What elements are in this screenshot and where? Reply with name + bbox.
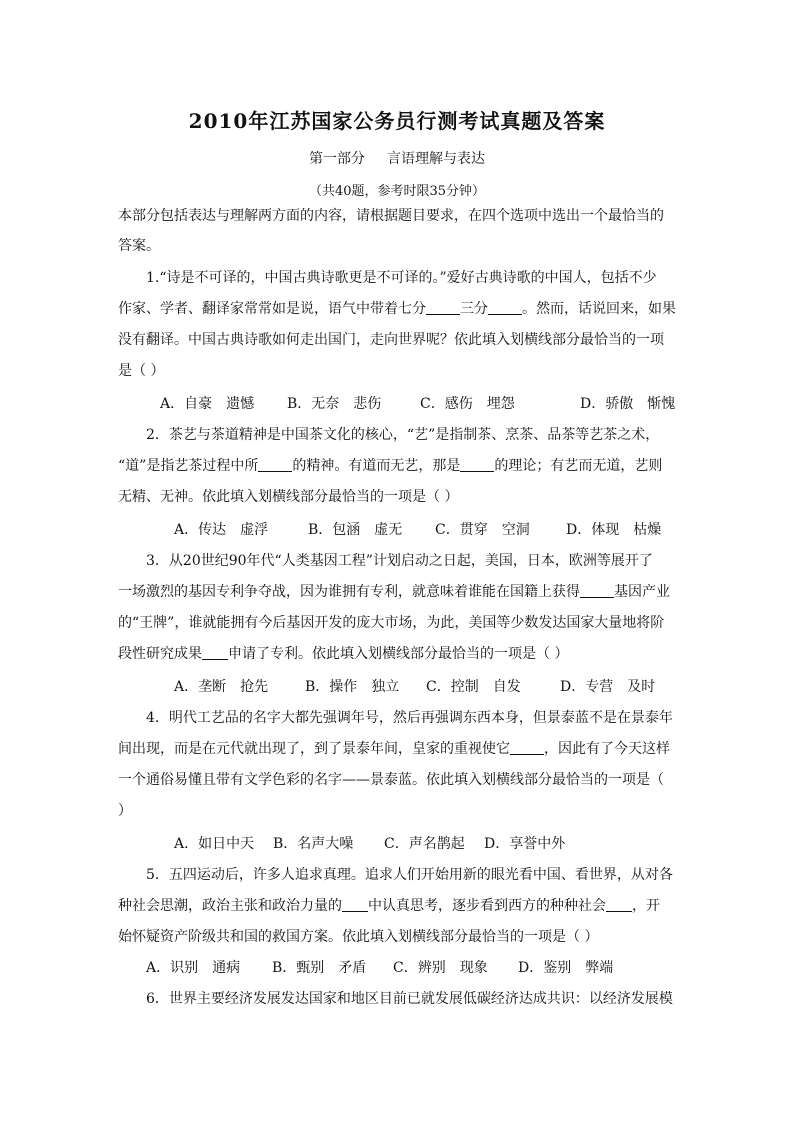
q5-text: 种社会思潮，政治主张和政治力量的 [118, 898, 342, 914]
q2-options [0, 520, 794, 542]
q3-line-4 [118, 644, 678, 666]
q4-text: 间出现，而是在元代就出现了，到了景泰年间，皇家的重视使它 [118, 741, 510, 757]
q1-option-c: C．感伤 埋怨 [420, 396, 515, 412]
q1-option-d: D．骄傲 惭愧 [580, 396, 676, 412]
q5-line-1: 5．五四运动后，许多人追求真理。追求人们开始用新的眼光看中国、看世界，从对各 [146, 867, 673, 883]
answer-blank [202, 645, 228, 660]
answer-blank [606, 897, 632, 912]
q2-text: 的理论；有艺而无道，艺则 [494, 458, 663, 474]
q3-option-b: B．操作 独立 [305, 679, 400, 695]
q1-line-2 [118, 299, 678, 321]
q3-text: 申请了专利。依此填入划横线部分最恰当的一项是（ ） [228, 646, 569, 662]
q3-text: 一场激烈的基因专利争夺战，因为谁拥有专利，就意味着谁能在国籍上获得 [118, 584, 580, 600]
q4-options [0, 834, 794, 856]
q5-option-a: A．识别 通病 [146, 960, 241, 976]
q5-option-c: C．辨别 现象 [393, 960, 488, 976]
q3-options [0, 677, 794, 699]
q3-option-a: A．垄断 抢先 [174, 679, 269, 695]
intro-line-2: 答案。 [118, 238, 160, 254]
q1-option-a: A．自豪 遗憾 [160, 396, 255, 412]
q4-option-a: A．如日中天 [174, 836, 255, 852]
q1-option-b: B．无奈 悲伤 [287, 396, 382, 412]
q1-line-3: 没有翻译。中国古典诗歌如何走出国门，走向世界呢？依此填入划横线部分最恰当的一项 [118, 332, 664, 348]
q2-text: 的精神。有道而无艺，那是 [292, 458, 461, 474]
q2-option-d: D．体现 枯燥 [566, 522, 662, 538]
q2-option-b: B．包涵 虚无 [308, 522, 403, 538]
q4-line-3: 一个通俗易懂且带有文学色彩的名字——景泰蓝。依此填入划横线部分最恰当的一项是（ [118, 772, 664, 788]
q4-line-1: 4．明代工艺品的名字大都先强调年号，然后再强调东西本身，但景泰蓝不是在景泰年 [146, 710, 673, 726]
q1-line-4: 是（ ） [118, 363, 165, 379]
q1-text: 。然而，话说回来，如果 [522, 301, 676, 317]
section-name: 言语理解与表达 [387, 151, 485, 167]
q4-option-b: B．名声大噪 [273, 836, 354, 852]
q4-line-2 [118, 739, 678, 761]
answer-blank [342, 897, 368, 912]
q2-line-2 [118, 456, 678, 478]
answer-blank [426, 300, 460, 315]
intro-line-1: 本部分包括表达与理解两方面的内容，请根据题目要求，在四个选项中选出一个最恰当的 [118, 208, 664, 224]
section-meta: （共40题，参考时限35分钟） [308, 184, 486, 199]
answer-blank [488, 300, 522, 315]
q3-text: 基因产业 [614, 584, 670, 600]
q1-options [0, 394, 794, 416]
answer-blank [258, 457, 292, 472]
q1-line-1: 1.“诗是不可译的，中国古典诗歌更是不可译的。”爱好古典诗歌的中国人，包括不少 [146, 270, 657, 286]
q3-line-3: 的“王牌”，谁就能拥有今后基因开发的庞大市场，为此，美国等少数发达国家大量地将阶 [118, 615, 665, 631]
q5-option-d: D．鉴别 弊端 [518, 960, 614, 976]
q4-line-4: ） [118, 803, 132, 819]
q5-line-3: 始怀疑资产阶级共和国的救国方案。依此填入划横线部分最恰当的一项是（ ） [118, 929, 599, 945]
q4-text: ，因此有了今天这样 [544, 741, 670, 757]
q3-option-d: D．专营 及时 [560, 679, 656, 695]
section-heading [0, 148, 794, 168]
q4-option-d: D．享誉中外 [484, 836, 566, 852]
answer-blank [510, 740, 544, 755]
q3-line-2 [118, 582, 678, 604]
q3-text: 段性研究成果 [118, 646, 202, 662]
q2-line-1: 2．茶艺与茶道精神是中国茶文化的核心，“艺”是指制茶、烹茶、品茶等艺茶之术， [146, 427, 660, 443]
q2-option-a: A．传达 虚浮 [174, 522, 269, 538]
q1-text: 作家、学者、翻译家常常如是说，语气中带着七分 [118, 301, 426, 317]
q3-line-1: 3．从20世纪90年代“人类基因工程”计划启动之日起，美国，日本，欧洲等展开了 [146, 553, 653, 569]
q5-text: 中认真思考，逐步看到西方的种种社会 [368, 898, 606, 914]
q2-option-c: C．贯穿 空洞 [435, 522, 530, 538]
document-title: 2010年江苏国家公务员行测考试真题及答案 [188, 109, 606, 133]
answer-blank [580, 583, 614, 598]
section-label: 第一部分 [309, 151, 365, 167]
q5-options [0, 958, 794, 980]
q5-option-b: B．甄别 矛盾 [272, 960, 367, 976]
q2-line-3: 无精、无神。依此填入划横线部分最恰当的一项是（ ） [118, 489, 459, 505]
q3-option-c: C．控制 自发 [426, 679, 521, 695]
q5-line-2 [118, 896, 678, 918]
q6-line-1: 6．世界主要经济发展发达国家和地区目前已就发展低碳经济达成共识：以经济发展模 [146, 991, 673, 1007]
q2-text: “道”是指艺茶过程中所 [118, 458, 259, 474]
q5-text: ，开 [632, 898, 660, 914]
answer-blank [460, 457, 494, 472]
q1-text: 三分 [460, 301, 488, 317]
q4-option-c: C．声名鹊起 [384, 836, 465, 852]
